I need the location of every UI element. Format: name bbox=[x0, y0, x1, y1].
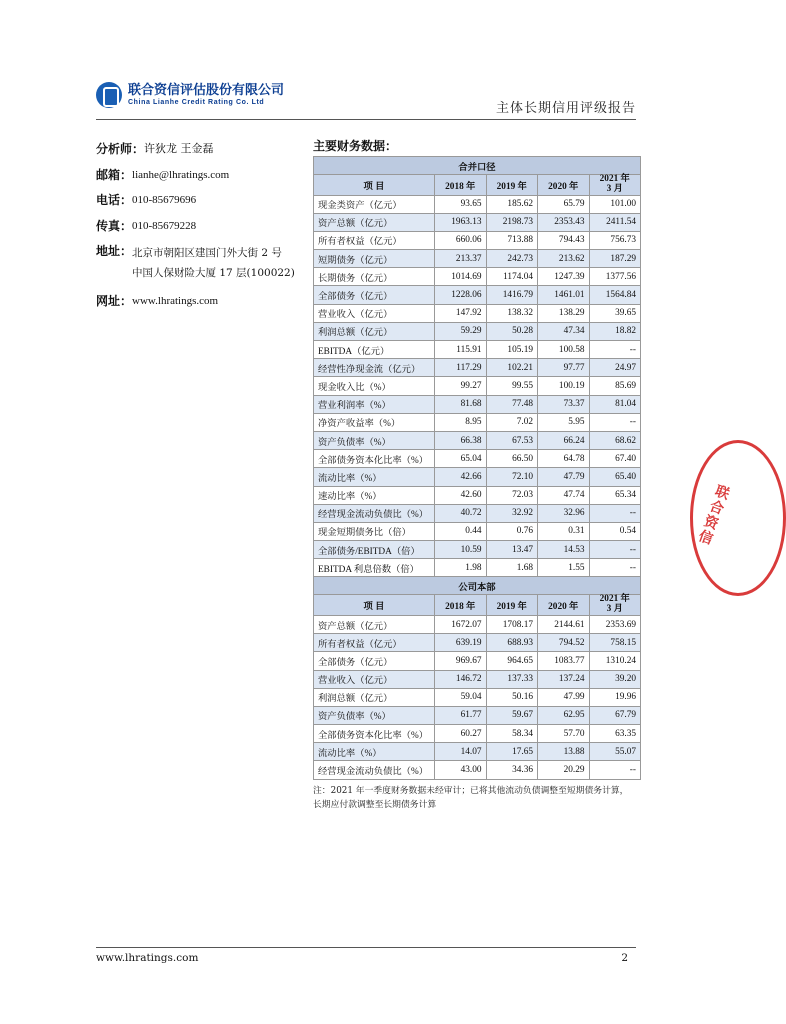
table-row bbox=[314, 743, 641, 761]
consolidated-body bbox=[314, 195, 641, 577]
table-row bbox=[314, 377, 641, 395]
value-2021: 39.65 bbox=[589, 304, 641, 322]
row-label: 短期债务（亿元） bbox=[314, 250, 435, 268]
table-row bbox=[314, 195, 641, 213]
table-row bbox=[314, 652, 641, 670]
value-2019: 72.03 bbox=[486, 486, 538, 504]
value-2018: 81.68 bbox=[435, 395, 487, 413]
fax-label: 传真： bbox=[96, 218, 133, 233]
value-2019: 58.34 bbox=[486, 725, 538, 743]
value-2020: 137.24 bbox=[538, 670, 590, 688]
seal-text: 联合资信 bbox=[694, 482, 732, 548]
value-2020: 2144.61 bbox=[538, 615, 590, 633]
table-row bbox=[314, 468, 641, 486]
value-2018: 66.38 bbox=[435, 431, 487, 449]
column-header-2019: 2019 年 bbox=[486, 595, 538, 616]
value-2018: 10.59 bbox=[435, 541, 487, 559]
header-divider bbox=[96, 119, 636, 120]
parent-body bbox=[314, 615, 641, 779]
value-2021: 101.00 bbox=[589, 195, 641, 213]
value-2021: 1377.56 bbox=[589, 268, 641, 286]
table-row bbox=[314, 213, 641, 231]
company-name-cn: 联合资信评估股份有限公司 bbox=[128, 83, 285, 98]
row-label: 全部债务（亿元） bbox=[314, 286, 435, 304]
value-2018: 0.44 bbox=[435, 522, 487, 540]
row-label: 长期债务（亿元） bbox=[314, 268, 435, 286]
company-name-en: China Lianhe Credit Rating Co. Ltd bbox=[128, 99, 265, 106]
row-label: EBITDA（亿元） bbox=[314, 341, 435, 359]
row-label: 流动比率（%） bbox=[314, 743, 435, 761]
value-2019: 138.32 bbox=[486, 304, 538, 322]
value-2020: 14.53 bbox=[538, 541, 590, 559]
row-label: 经营现金流动负债比（%） bbox=[314, 761, 435, 779]
value-2021: -- bbox=[589, 761, 641, 779]
row-label: 现金类资产（亿元） bbox=[314, 195, 435, 213]
value-2021: 1564.84 bbox=[589, 286, 641, 304]
value-2019: 59.67 bbox=[486, 706, 538, 724]
table-row bbox=[314, 559, 641, 577]
company-seal bbox=[690, 440, 786, 596]
column-header-item: 项 目 bbox=[314, 175, 435, 196]
phone-label: 电话： bbox=[96, 193, 133, 208]
parent-heading: 公司本部 bbox=[314, 577, 641, 595]
email-value[interactable]: lianhe@lhratings.com bbox=[132, 168, 230, 181]
company-logo bbox=[96, 82, 284, 108]
website-value[interactable]: www.lhratings.com bbox=[132, 295, 219, 308]
value-2019: 50.28 bbox=[486, 322, 538, 340]
row-label: 利润总额（亿元） bbox=[314, 688, 435, 706]
value-2018: 117.29 bbox=[435, 359, 487, 377]
value-2021: -- bbox=[589, 559, 641, 577]
analysts-row bbox=[96, 142, 306, 158]
page-number: 2 bbox=[621, 952, 628, 964]
consolidated-heading: 合并口径 bbox=[314, 157, 641, 175]
value-2021: -- bbox=[589, 504, 641, 522]
table-note bbox=[313, 784, 643, 812]
value-2018: 14.07 bbox=[435, 743, 487, 761]
value-2020: 13.88 bbox=[538, 743, 590, 761]
table-row bbox=[314, 522, 641, 540]
value-2020: 213.62 bbox=[538, 250, 590, 268]
value-2020: 47.74 bbox=[538, 486, 590, 504]
value-2018: 1963.13 bbox=[435, 213, 487, 231]
value-2018: 1.98 bbox=[435, 559, 487, 577]
address-line-2: 中国人保财险大厦 17 层(100022) bbox=[132, 267, 295, 280]
fax-value: 010-85679228 bbox=[132, 219, 197, 232]
value-2019: 34.36 bbox=[486, 761, 538, 779]
value-2018: 61.77 bbox=[435, 706, 487, 724]
value-2020: 20.29 bbox=[538, 761, 590, 779]
table-row bbox=[314, 231, 641, 249]
table-row bbox=[314, 286, 641, 304]
report-title: 主体长期信用评级报告 bbox=[495, 101, 636, 116]
address-label: 地址： bbox=[96, 244, 133, 259]
value-2020: 66.24 bbox=[538, 431, 590, 449]
row-label: 经营性净现金流（亿元） bbox=[314, 359, 435, 377]
value-2019: 17.65 bbox=[486, 743, 538, 761]
value-2021: 63.35 bbox=[589, 725, 641, 743]
column-header-2018: 2018 年 bbox=[435, 175, 487, 196]
value-2020: 32.96 bbox=[538, 504, 590, 522]
note-line-1: 注：2021 年一季度财务数据未经审计；已将其他流动负债调整至短期债务计算， bbox=[313, 786, 629, 796]
value-2020: 100.58 bbox=[538, 341, 590, 359]
email-row bbox=[96, 168, 306, 184]
analysts-label: 分析师： bbox=[96, 142, 145, 156]
row-label: 资产总额（亿元） bbox=[314, 213, 435, 231]
value-2021: 2353.69 bbox=[589, 615, 641, 633]
value-2018: 42.66 bbox=[435, 468, 487, 486]
value-2021: 2411.54 bbox=[589, 213, 641, 231]
value-2018: 146.72 bbox=[435, 670, 487, 688]
column-header-2020: 2020 年 bbox=[538, 175, 590, 196]
value-2019: 137.33 bbox=[486, 670, 538, 688]
value-2019: 0.76 bbox=[486, 522, 538, 540]
row-label: 流动比率（%） bbox=[314, 468, 435, 486]
table-row bbox=[314, 268, 641, 286]
row-label: 净资产收益率（%） bbox=[314, 413, 435, 431]
table-row bbox=[314, 341, 641, 359]
phone-value: 010-85679696 bbox=[132, 194, 197, 207]
footer-url[interactable]: www.lhratings.com bbox=[96, 952, 199, 964]
address-row bbox=[96, 244, 306, 284]
value-2020: 1083.77 bbox=[538, 652, 590, 670]
value-2019: 72.10 bbox=[486, 468, 538, 486]
row-label: 全部债务资本化比率（%） bbox=[314, 450, 435, 468]
value-2020: 73.37 bbox=[538, 395, 590, 413]
address-line-1: 北京市朝阳区建国门外大街 2 号 bbox=[132, 247, 282, 260]
value-2021: 39.20 bbox=[589, 670, 641, 688]
value-2020: 47.34 bbox=[538, 322, 590, 340]
value-2021: 68.62 bbox=[589, 431, 641, 449]
row-label: 营业收入（亿元） bbox=[314, 304, 435, 322]
table-row bbox=[314, 395, 641, 413]
value-2019: 1708.17 bbox=[486, 615, 538, 633]
value-2021: 55.07 bbox=[589, 743, 641, 761]
financial-data-table bbox=[313, 156, 641, 780]
row-label: 速动比率（%） bbox=[314, 486, 435, 504]
value-2021: 187.29 bbox=[589, 250, 641, 268]
row-label: 营业收入（亿元） bbox=[314, 670, 435, 688]
value-2021: 756.73 bbox=[589, 231, 641, 249]
value-2021: 0.54 bbox=[589, 522, 641, 540]
note-line-2: 长期应付款调整至长期债务计算 bbox=[313, 800, 437, 811]
value-2021: -- bbox=[589, 341, 641, 359]
value-2021: 65.40 bbox=[589, 468, 641, 486]
value-2021: 81.04 bbox=[589, 395, 641, 413]
column-header-2020: 2020 年 bbox=[538, 595, 590, 616]
table-row bbox=[314, 706, 641, 724]
value-2021: -- bbox=[589, 413, 641, 431]
value-2020: 57.70 bbox=[538, 725, 590, 743]
value-2019: 242.73 bbox=[486, 250, 538, 268]
value-2019: 713.88 bbox=[486, 231, 538, 249]
row-label: 全部债务（亿元） bbox=[314, 652, 435, 670]
table-row bbox=[314, 250, 641, 268]
value-2020: 794.43 bbox=[538, 231, 590, 249]
value-2019: 67.53 bbox=[486, 431, 538, 449]
value-2021: 758.15 bbox=[589, 634, 641, 652]
value-2018: 42.60 bbox=[435, 486, 487, 504]
value-2020: 100.19 bbox=[538, 377, 590, 395]
value-2020: 1461.01 bbox=[538, 286, 590, 304]
value-2019: 1174.04 bbox=[486, 268, 538, 286]
row-label: 营业利润率（%） bbox=[314, 395, 435, 413]
value-2018: 40.72 bbox=[435, 504, 487, 522]
table-title: 主要财务数据： bbox=[313, 139, 398, 153]
value-2020: 47.99 bbox=[538, 688, 590, 706]
table-row bbox=[314, 634, 641, 652]
value-2019: 185.62 bbox=[486, 195, 538, 213]
value-2021: 24.97 bbox=[589, 359, 641, 377]
value-2018: 1014.69 bbox=[435, 268, 487, 286]
row-label: 全部债务/EBITDA（倍） bbox=[314, 541, 435, 559]
value-2018: 147.92 bbox=[435, 304, 487, 322]
value-2021: 65.34 bbox=[589, 486, 641, 504]
value-2019: 7.02 bbox=[486, 413, 538, 431]
value-2019: 964.65 bbox=[486, 652, 538, 670]
footer-divider bbox=[96, 947, 636, 948]
value-2018: 8.95 bbox=[435, 413, 487, 431]
value-2020: 2353.43 bbox=[538, 213, 590, 231]
value-2018: 1672.07 bbox=[435, 615, 487, 633]
row-label: 现金收入比（%） bbox=[314, 377, 435, 395]
row-label: 所有者权益（亿元） bbox=[314, 231, 435, 249]
value-2020: 138.29 bbox=[538, 304, 590, 322]
value-2018: 969.67 bbox=[435, 652, 487, 670]
value-2020: 5.95 bbox=[538, 413, 590, 431]
column-header-2018: 2018 年 bbox=[435, 595, 487, 616]
value-2018: 93.65 bbox=[435, 195, 487, 213]
analysts-value: 许狄龙 王金磊 bbox=[144, 142, 214, 155]
value-2021: 67.40 bbox=[589, 450, 641, 468]
row-label: 所有者权益（亿元） bbox=[314, 634, 435, 652]
contact-info bbox=[96, 142, 306, 320]
company-logo-icon bbox=[96, 82, 122, 108]
value-2018: 60.27 bbox=[435, 725, 487, 743]
value-2021: 1310.24 bbox=[589, 652, 641, 670]
value-2019: 77.48 bbox=[486, 395, 538, 413]
table-row bbox=[314, 359, 641, 377]
value-2019: 105.19 bbox=[486, 341, 538, 359]
value-2018: 59.29 bbox=[435, 322, 487, 340]
value-2018: 213.37 bbox=[435, 250, 487, 268]
column-header-2021: 2021 年 3 月 bbox=[589, 175, 641, 196]
value-2019: 2198.73 bbox=[486, 213, 538, 231]
value-2018: 660.06 bbox=[435, 231, 487, 249]
fax-row bbox=[96, 219, 306, 235]
value-2021: 67.79 bbox=[589, 706, 641, 724]
value-2018: 59.04 bbox=[435, 688, 487, 706]
value-2021: 19.96 bbox=[589, 688, 641, 706]
value-2021: 18.82 bbox=[589, 322, 641, 340]
row-label: 全部债务资本化比率（%） bbox=[314, 725, 435, 743]
column-header-2021: 2021 年 3 月 bbox=[589, 595, 641, 616]
value-2018: 43.00 bbox=[435, 761, 487, 779]
table-row bbox=[314, 450, 641, 468]
value-2019: 32.92 bbox=[486, 504, 538, 522]
value-2018: 115.91 bbox=[435, 341, 487, 359]
row-label: EBITDA 利息倍数（倍） bbox=[314, 559, 435, 577]
value-2020: 65.79 bbox=[538, 195, 590, 213]
value-2021: 85.69 bbox=[589, 377, 641, 395]
value-2018: 1228.06 bbox=[435, 286, 487, 304]
row-label: 资产负债率（%） bbox=[314, 431, 435, 449]
table-row bbox=[314, 541, 641, 559]
table-row bbox=[314, 670, 641, 688]
row-label: 经营现金流动负债比（%） bbox=[314, 504, 435, 522]
row-label: 现金短期债务比（倍） bbox=[314, 522, 435, 540]
value-2019: 66.50 bbox=[486, 450, 538, 468]
value-2019: 102.21 bbox=[486, 359, 538, 377]
value-2019: 1.68 bbox=[486, 559, 538, 577]
table-row bbox=[314, 413, 641, 431]
value-2019: 99.55 bbox=[486, 377, 538, 395]
row-label: 资产总额（亿元） bbox=[314, 615, 435, 633]
value-2019: 1416.79 bbox=[486, 286, 538, 304]
value-2020: 1.55 bbox=[538, 559, 590, 577]
table-row bbox=[314, 431, 641, 449]
table-row bbox=[314, 304, 641, 322]
table-row bbox=[314, 761, 641, 779]
value-2020: 47.79 bbox=[538, 468, 590, 486]
value-2020: 97.77 bbox=[538, 359, 590, 377]
value-2020: 0.31 bbox=[538, 522, 590, 540]
value-2021: -- bbox=[589, 541, 641, 559]
value-2018: 65.04 bbox=[435, 450, 487, 468]
value-2018: 639.19 bbox=[435, 634, 487, 652]
table-row bbox=[314, 615, 641, 633]
column-header-item: 项 目 bbox=[314, 595, 435, 616]
website-label: 网址： bbox=[96, 294, 133, 309]
table-row bbox=[314, 486, 641, 504]
phone-row bbox=[96, 193, 306, 209]
value-2019: 50.16 bbox=[486, 688, 538, 706]
table-row bbox=[314, 725, 641, 743]
table-row bbox=[314, 504, 641, 522]
value-2020: 62.95 bbox=[538, 706, 590, 724]
value-2018: 99.27 bbox=[435, 377, 487, 395]
website-row bbox=[96, 294, 306, 310]
row-label: 利润总额（亿元） bbox=[314, 322, 435, 340]
table-row bbox=[314, 322, 641, 340]
row-label: 资产负债率（%） bbox=[314, 706, 435, 724]
value-2019: 688.93 bbox=[486, 634, 538, 652]
value-2020: 1247.39 bbox=[538, 268, 590, 286]
table-row bbox=[314, 688, 641, 706]
email-label: 邮箱： bbox=[96, 167, 133, 182]
column-header-2019: 2019 年 bbox=[486, 175, 538, 196]
value-2020: 794.52 bbox=[538, 634, 590, 652]
value-2020: 64.78 bbox=[538, 450, 590, 468]
value-2019: 13.47 bbox=[486, 541, 538, 559]
